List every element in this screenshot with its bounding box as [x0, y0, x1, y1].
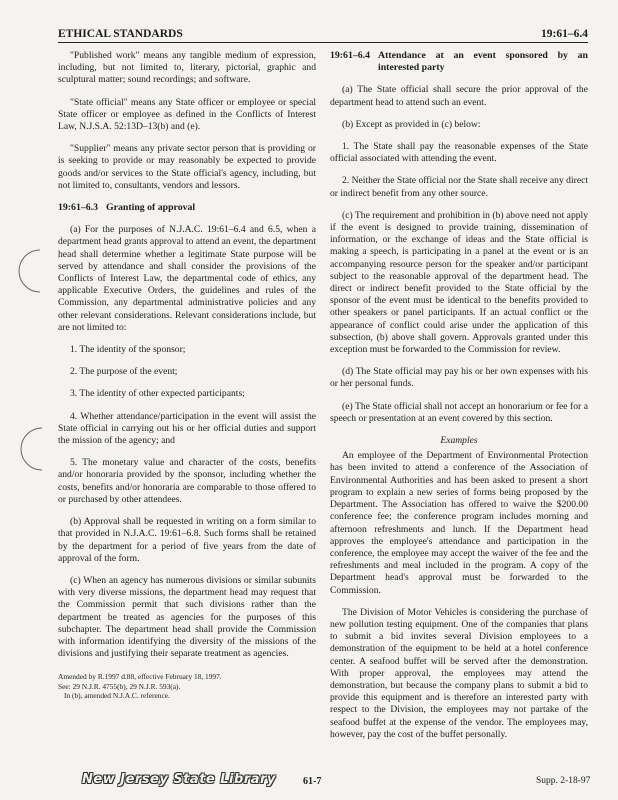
page-number: 61-7: [303, 776, 322, 787]
list-item: 4. Whether attendance/participation in the event will assist the State official in carrying out his or her official duties and support the mission of the agency; and: [58, 410, 316, 447]
running-header: [58, 28, 588, 43]
supplement-date: Supp. 2-18-97: [536, 776, 591, 786]
paragraph-c: (c) The requirement and prohibition in (b) above need not apply if the event is designed to provide training, dissemination of information, or the exchange of ideas and the State official is making a speech, is participating in a panel at the event or is an accompanying resource person for the speaker and/or participant subject to the reasonable approval of the department head. The direct or indirect benefit provided to the State official by the sponsor of the event must be identical to the benefits provided to other speakers or panel participants. If an actual conflict or the appearance of conflict could arise under the application of this subsection, (b) above shall govern. Approvals granted under this exception must be forwarded to the Commission for review.: [330, 209, 588, 356]
section-title: Attendance at an event sponsored by an interested party: [378, 50, 588, 74]
left-column: [58, 50, 316, 700]
list-item: 1. The State shall pay the reasonable expenses of the State official associated with attending the event.: [330, 141, 588, 165]
amendment-note: [58, 672, 316, 700]
binder-hole-mark: [19, 250, 40, 292]
definition-supplier: "Supplier" means any private sector person that is providing or is seeking to provide or may reasonably be expected to provide goods and/or services to the State official's agency, including, but not limited to, consultants, vendors and lessors.: [58, 143, 316, 191]
example-paragraph: The Division of Motor Vehicles is considering the purchase of new pollution testing equipment. One of the companies that plans to submit a bid invites several Division employees to a demonstration of the equipment to be held at a hotel conference center. A seafood buffet will be served after the demonstration. With proper approval, the employees may attend the demonstration, but because the company plans to submit a bid to provide this equipment and is therefore an interested party with respect to the Division, the employees may not partake of the seafood buffet at the expense of the vendor. The employees may, however, pay the cost of the buffet personally.: [330, 606, 588, 740]
list-item: 1. The identity of the sponsor;: [70, 344, 186, 356]
paragraph-a: (a) For the purposes of N.J.A.C. 19:61–6.4 and 6.5, when a department head grants approval to attend an event, the department head shall determine whether a legitimate State purpose will be served by attendance and shall consider the provisions of the Conflicts of Interest Law, the departmental code of ethics, any applicable Executive Orders, the guidelines and rules of the Commission, any departmental administrative policies and any other relevant considerations. Relevant considerations include, but are not limited to:: [58, 224, 316, 333]
amendment-line: Amended by R.1997 d.88, effective February 18, 1997.: [58, 672, 222, 682]
section-heading-6-4: [330, 50, 588, 74]
paragraph-b: (b) Approval shall be requested in writing on a form similar to that provided in N.J.A.C. 19:61–6.8. Such forms shall be retained by the department for a period of five years from the date of approval of the form.: [58, 516, 316, 564]
section-number: 19:61–6.3: [58, 202, 99, 214]
list-item: 2. The purpose of the event;: [70, 366, 178, 378]
header-section-number: 19:61–6.4: [541, 28, 588, 40]
examples-heading: Examples: [440, 435, 478, 447]
list-item: 5. The monetary value and character of the costs, benefits and/or honoraria provided by the sponsor, including whether the costs, benefits and/or honoraria are comparable to those offered to or purchased by other attendees.: [58, 457, 316, 505]
definition-state-official: "State official" means any State officer or employee or special State officer or employee as defined in the Conflicts of Interest Law, N.J.S.A. 52:13D–13(b) and (e).: [58, 96, 316, 133]
paragraph-a: (a) The State official shall secure the prior approval of the department head to attend such an event.: [330, 84, 588, 108]
right-column: [330, 50, 588, 751]
library-stamp: New Jersey State Library: [82, 772, 276, 787]
page-footer: [0, 770, 618, 792]
header-title: ETHICAL STANDARDS: [58, 28, 183, 40]
amendment-line: See: 29 N.J.R. 4755(b), 29 N.J.R. 593(a).: [58, 681, 181, 691]
section-title: Granting of approval: [106, 202, 196, 214]
section-heading-6-3: [58, 202, 316, 214]
paragraph-b: (b) Except as provided in (c) below:: [342, 118, 481, 130]
paragraph-e: (e) The State official shall not accept an honorarium or fee for a speech or presentation at an event covered by this section.: [330, 400, 588, 424]
paragraph-d: (d) The State official may pay his or her own expenses with his or her personal funds.: [330, 366, 588, 390]
example-paragraph: An employee of the Department of Environmental Protection has been invited to attend a conference of the Association of Environmental Authorities and has been asked to present a short program to explain a new series of forms being proposed by the Department. The Association has offered to waive the $200.00 conference fee; the conference program includes morning and afternoon refreshments and lunch. If the Department head approves the employee's attendance and participation in the conference, the employee may accept the waiver of the fee and the refreshments and meal included in the program. A copy of the Department head's approval must be forwarded to the Commission.: [330, 450, 588, 596]
amendment-line: In (b), amended N.J.A.C. reference.: [64, 690, 170, 700]
list-item: 2. Neither the State official nor the State shall receive any direct or indirect benefit from any other source.: [330, 175, 588, 199]
section-number: 19:61–6.4: [330, 50, 371, 61]
list-item: 3. The identity of other expected participants;: [70, 388, 245, 400]
binder-hole-mark: [21, 428, 42, 470]
paragraph-c: (c) When an agency has numerous divisions or similar subunits with very diverse missions, the department head may request that the Commission permit that such divisions rather than the department be treated as agencies for the purposes of this subchapter. The department head shall provide the Commission with information identifying the diversity of the missions of the divisions and justifying their separate treatment as agencies.: [58, 574, 316, 660]
definition-published-work: "Published work" means any tangible medium of expression, including, but not limited to, literary, pictorial, graphic and sculptural matter; sound recordings; and software.: [58, 50, 316, 86]
